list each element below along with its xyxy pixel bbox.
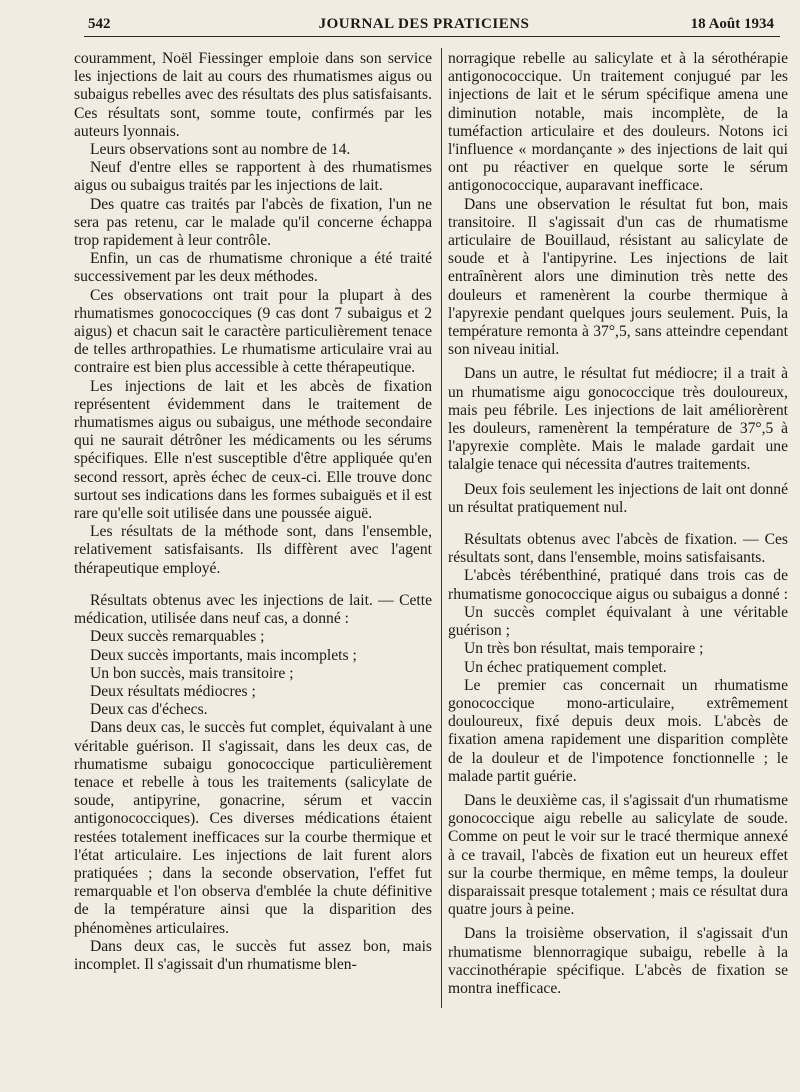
list-item: Deux succès remarquables ; — [90, 628, 265, 646]
page-number: 542 — [88, 16, 111, 32]
column-divider — [441, 48, 442, 1008]
paragraph: couramment, Noël Fiessinger emploie dans son service les injections de lait au cours des rhumatismes aigus ou subaigus rebelles avec des résultats des plus satisfaisants. Ces résultats sont, somme toute, confirmés par les auteurs lyonnais. — [74, 50, 432, 140]
paragraph: Dans une observation le résultat fut bon, mais transitoire. Il s'agissait d'un cas de rhumatisme articulaire de Bouillaud, résistant au salicylate de soude et à l'antipyrine. Les injections de lait entraînèrent alors une diminution très nette des douleurs et ramenèrent la courbe thermique à l'apyrexie pendant quelques jours seulement. Puis, la température remonta à 37°,5, sans atteindre cependant son niveau initial. — [448, 195, 788, 359]
paragraph: Des quatre cas traités par l'abcès de fixation, l'un ne sera pas retenu, car le malade qu'il concerne échappa trop rapidement à leur contrôle. — [74, 195, 432, 250]
section-heading-paragraph: Résultats obtenus avec les injections de lait. — Cette médication, utilisée dans neuf cas, a donné : — [74, 591, 432, 628]
paragraph: Ces observations ont trait pour la plupart à des rhumatismes gonococciques (9 cas dont 7 subaigus et 2 aigus) et chacun sait le caractère particulièrement tenace de telles arthropathies. Le rhumatisme articulaire vrai au contraire est bien plus accessible à cette thérapeutique. — [74, 286, 432, 377]
list-item: Deux cas d'échecs. — [90, 701, 208, 719]
list-item: Un bon succès, mais transitoire ; — [90, 664, 294, 682]
paragraph: Les injections de lait et les abcès de fixation représentent évidemment dans le traitement de rhumatismes aigus ou subaigus, une méthode secondaire qui ne saurait détrôner les médicaments ou les sérums spécifiques. Elle n'est susceptible d'être appliquée qu'en second ressort, après échec de ceux-ci. Elle trouve donc surtout ses indications dans les formes subaiguës et il est rare qu'elle soit utilisée dans une poussée aiguë. — [74, 377, 432, 523]
issue-date: 18 Août 1934 — [690, 16, 774, 32]
paragraph: Dans un autre, le résultat fut médiocre; il a trait à un rhumatisme aigu gonococcique très douloureux, mais peu fébrile. Les injections de lait améliorèrent les douleurs, ramenèrent la température de 37°,5 à l'apyrexie complète. Mais le malade gardait une talalgie tenace qui nécessita d'autres traitements. — [448, 365, 788, 474]
paragraph: L'abcès térébenthiné, pratiqué dans trois cas de rhumatisme gonococcique aigus ou subaigus a donné : — [448, 567, 788, 603]
paragraph: Le premier cas concernait un rhumatisme gonococcique mono-articulaire, extrêmement douloureux, fixé depuis deux mois. L'abcès de fixation amena rapidement une disparition complète de la douleur et de l'impotence fonctionnelle ; le malade partit guérie. — [448, 676, 788, 785]
list-item: Un échec pratiquement complet. — [464, 658, 667, 676]
left-column — [74, 50, 432, 974]
header-rule — [84, 36, 780, 37]
paragraph: Dans le deuxième cas, il s'agissait d'un rhumatisme gonococcique aigu rebelle au salicylate de soude. Comme on peut le voir sur le tracé thermique annexé à ce travail, l'abcès de fixation eut un heureux effet sur la courbe thermique, en même temps, la douleur disparaissait presque totalement ; mais ce résultat dura quatre jours à peine. — [448, 791, 788, 919]
paragraph: Dans deux cas, le succès fut assez bon, mais incomplet. Il s'agissait d'un rhumatisme blen- — [74, 937, 432, 973]
section-heading-paragraph: Résultats obtenus avec l'abcès de fixation. — Ces résultats sont, dans l'ensemble, moins satisfaisants. — [448, 531, 788, 567]
paragraph: Deux fois seulement les injections de lait ont donné un résultat pratiquement nul. — [448, 480, 788, 516]
journal-title: JOURNAL DES PRATICIENS — [318, 16, 530, 32]
paragraph: Dans la troisième observation, il s'agissait d'un rhumatisme blennorragique subaigu, rebelle à la vaccinothérapie spécifique. L'abcès de fixation se montra inefficace. — [448, 925, 788, 997]
list-item: Un très bon résultat, mais temporaire ; — [464, 640, 704, 658]
list-item: Un succès complet équivalant à une véritable guérison ; — [448, 603, 788, 640]
list-item: Deux succès importants, mais incomplets ; — [90, 646, 357, 664]
list-item: Deux résultats médiocres ; — [90, 682, 256, 700]
paragraph: Enfin, un cas de rhumatisme chronique a été traité successivement par les deux méthodes. — [74, 250, 432, 286]
paragraph: Leurs observations sont au nombre de 14. — [90, 141, 351, 159]
paragraph: Dans deux cas, le succès fut complet, équivalant à une véritable guérison. Il s'agissait, dans les deux cas, de rhumatisme subaigu gonococcique particulièrement tenace et rebelle à tous les traitements (salicylate de soude, antipyrine, gonacrine, sérum et vaccin antigonococciques). Ces diverses médications étaient restées totalement inefficaces sur la courbe thermique et l'état articulaire. Les injections de lait furent alors pratiquées ; dans la seconde observation, l'effet fut remarquable et l'on observa d'emblée la chute définitive de la température ainsi que la disparition des phénomènes articulaires. — [74, 719, 432, 937]
paragraph: Les résultats de la méthode sont, dans l'ensemble, relativement satisfaisants. Ils diffèrent avec l'agent thérapeutique employé. — [74, 523, 432, 577]
right-column — [448, 50, 788, 998]
paragraph: norragique rebelle au salicylate et à la sérothérapie antigonococcique. Un traitement conjugué par les injections de lait et le sérum spécifique amena une diminution notable, mais incomplète, de la tuméfaction articulaire et des douleurs. Notons ici l'influence « mordançante » des injections de lait qui ont pu réactiver en quelque sorte le sérum antigonococcique, auparavant inefficace. — [448, 50, 788, 195]
paragraph: Neuf d'entre elles se rapportent à des rhumatismes aigus ou subaigus traités par les injections de lait. — [74, 159, 432, 195]
